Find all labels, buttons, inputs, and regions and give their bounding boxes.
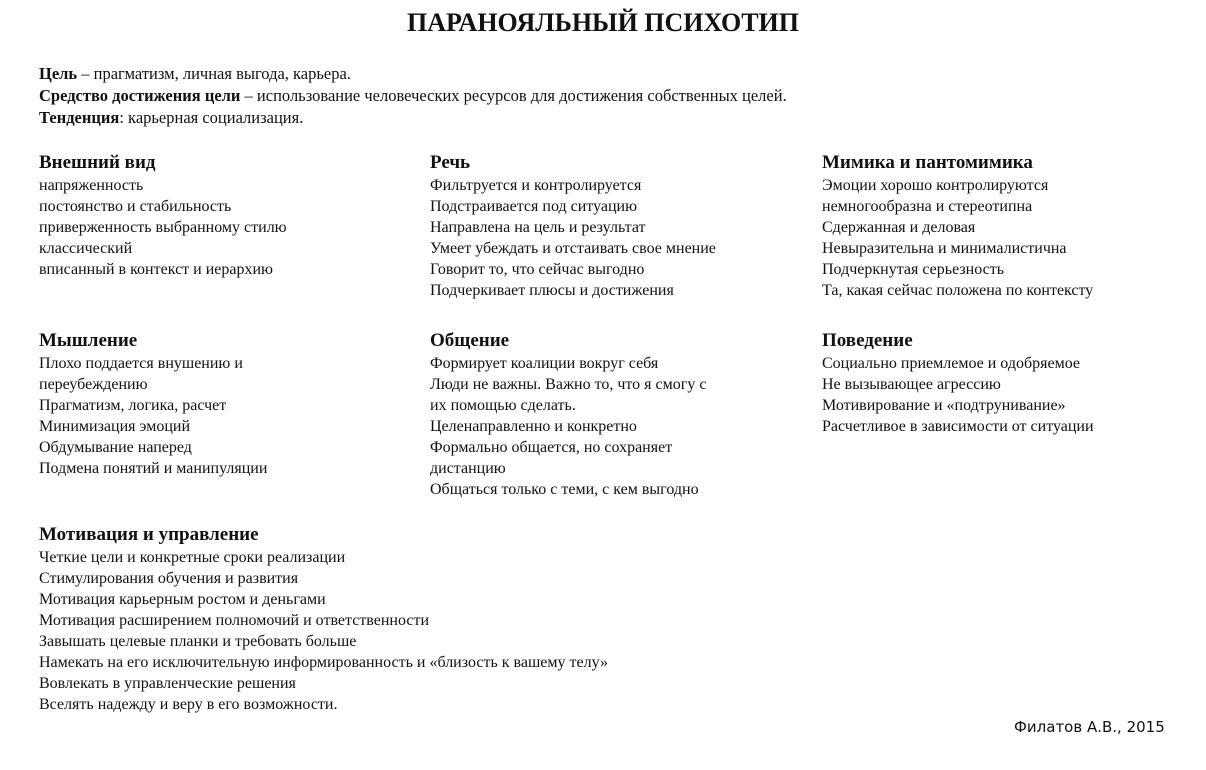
item-list [430,353,706,500]
item-list [39,175,287,280]
list-item: постоянство и стабильность [39,198,232,215]
section-heading: Мышление [39,330,138,351]
section-heading: Поведение [822,330,913,351]
section-behavior [822,330,1094,437]
intro-block [39,63,787,129]
section-communication [430,330,706,500]
intro-label: Средство достижения цели [39,86,241,105]
section-heading: Общение [430,330,510,351]
list-item: Направлена на цель и результат [430,219,646,236]
list-item: Мотивация расширением полномочий и ответственности [39,612,430,629]
list-item: переубеждению [39,376,148,393]
list-item: Подчеркивает плюсы и достижения [430,282,674,299]
list-item: приверженность выбранному стилю [39,219,287,236]
section-heading: Речь [430,152,471,173]
section-speech [430,152,716,301]
list-item: Та, какая сейчас положена по контексту [822,282,1094,299]
list-item: напряженность [39,177,144,194]
list-item: Фильтруется и контролируется [430,177,642,194]
intro-text: прагматизм, личная выгода, карьера. [93,64,351,83]
intro-means [39,85,787,107]
list-item: Люди не важны. Важно то, что я смогу с [430,376,707,393]
intro-separator: : [119,108,129,127]
section-motivation [39,524,608,715]
intro-separator: – [77,64,94,83]
page-title: ПАРАНОЯЛЬНЫЙ ПСИХОТИП [407,8,799,37]
intro-text: использование человеческих ресурсов для достижения собственных целей. [256,86,787,105]
list-item: Минимизация эмоций [39,418,191,435]
list-item: Четкие цели и конкретные сроки реализации [39,549,346,566]
list-item: классический [39,240,133,257]
list-item: дистанцию [430,460,506,477]
list-item: Вселять надежду и веру в его возможности. [39,696,338,713]
author-credit: Филатов А.В., 2015 [1014,718,1165,736]
list-item: вписанный в контекст и иерархию [39,261,273,278]
section-appearance [39,152,287,280]
item-list [822,353,1094,437]
list-item: Мотивация карьерным ростом и деньгами [39,591,326,608]
intro-label: Тенденция [39,108,120,127]
list-item: Подстраивается под ситуацию [430,198,638,215]
list-item: Социально приемлемое и одобряемое [822,355,1081,372]
list-item: Прагматизм, логика, расчет [39,397,227,414]
item-list [39,547,608,715]
section-heading: Мотивация и управление [39,524,259,545]
section-thinking [39,330,267,479]
list-item: Невыразительна и минималистична [822,240,1067,257]
item-list [822,175,1093,301]
list-item: Стимулирования обучения и развития [39,570,299,587]
intro-text: карьерная социализация. [128,108,304,127]
list-item: Не вызывающее агрессию [822,376,1001,393]
list-item: Формирует коалиции вокруг себя [430,355,659,372]
list-item: Говорит то, что сейчас выгодно [430,261,645,278]
list-item: Вовлекать в управленческие решения [39,675,296,692]
list-item: Плохо поддается внушению и [39,355,243,372]
list-item: Подчеркнутая серьезность [822,261,1005,278]
section-heading: Мимика и пантомимика [822,152,1033,173]
list-item: Умеет убеждать и отстаивать свое мнение [430,240,716,257]
intro-label: Цель [39,64,78,83]
list-item: Намекать на его исключительную информированность и «близость к вашему телу» [39,654,608,671]
list-item: Подмена понятий и манипуляции [39,460,268,477]
list-item: Целенаправленно и конкретно [430,418,637,435]
list-item: Эмоции хорошо контролируются [822,177,1049,194]
intro-tendency [39,107,787,129]
intro-separator: – [240,86,257,105]
section-heading: Внешний вид [39,152,156,173]
list-item: Сдержанная и деловая [822,219,976,236]
list-item: Общаться только с теми, с кем выгодно [430,481,699,498]
intro-goal [39,63,787,85]
item-list [39,353,267,479]
list-item: Расчетливое в зависимости от ситуации [822,418,1094,435]
list-item: их помощью сделать. [430,397,576,414]
list-item: Формально общается, но сохраняет [430,439,673,456]
list-item: Завышать целевые планки и требовать больше [39,633,357,650]
item-list [430,175,716,301]
list-item: Обдумывание наперед [39,439,192,456]
section-mimicry [822,152,1093,301]
list-item: Мотивирование и «подтрунивание» [822,397,1066,414]
list-item: немногообразна и стереотипна [822,198,1033,215]
